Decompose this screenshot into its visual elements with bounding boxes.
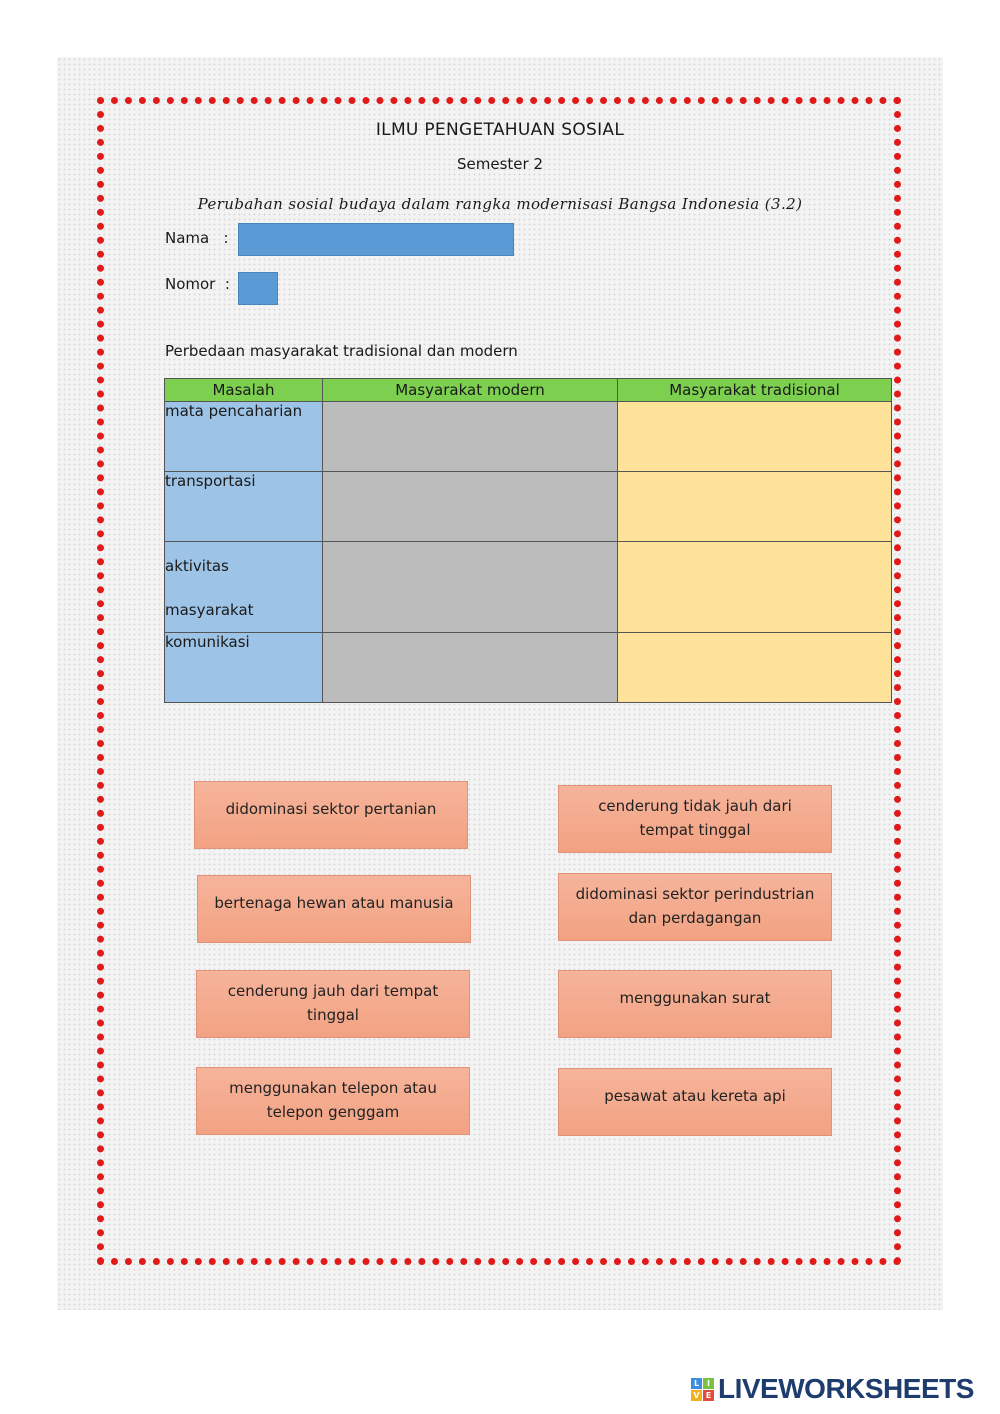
table-row [165, 542, 892, 633]
draggable-answer-card[interactable]: cenderung tidak jauh dari tempat tinggal [558, 785, 832, 853]
number-label: Nomor : [165, 275, 230, 293]
table-row [165, 472, 892, 542]
name-input[interactable] [238, 223, 514, 256]
table-header-row [165, 379, 892, 402]
draggable-answer-card[interactable]: menggunakan surat [558, 970, 832, 1038]
modern-drop-zone[interactable] [323, 402, 618, 472]
traditional-drop-zone[interactable] [618, 542, 892, 633]
draggable-answer-card[interactable]: didominasi sektor perindustrian dan perdagangan [558, 873, 832, 941]
modern-drop-zone[interactable] [323, 542, 618, 633]
name-label: Nama : [165, 229, 229, 247]
liveworksheets-icon: L I V E [691, 1378, 714, 1401]
modern-drop-zone[interactable] [323, 472, 618, 542]
draggable-answer-card[interactable]: didominasi sektor pertanian [194, 781, 468, 849]
worksheet-topic: Perubahan sosial budaya dalam rangka modernisasi Bangsa Indonesia (3.2) [197, 195, 803, 213]
issue-cell: aktivitas masyarakat [165, 542, 323, 633]
header-traditional: Masyarakat tradisional [618, 379, 892, 402]
modern-drop-zone[interactable] [323, 633, 618, 703]
traditional-drop-zone[interactable] [618, 402, 892, 472]
draggable-answer-card[interactable]: bertenaga hewan atau manusia [197, 875, 471, 943]
traditional-drop-zone[interactable] [618, 633, 892, 703]
header-issue: Masalah [165, 379, 323, 402]
issue-cell: mata pencaharian [165, 402, 323, 472]
draggable-answer-card[interactable]: menggunakan telepon atau telepon genggam [196, 1067, 470, 1135]
table-row [165, 402, 892, 472]
header-modern: Masyarakat modern [323, 379, 618, 402]
table-row [165, 633, 892, 703]
table-caption: Perbedaan masyarakat tradisional dan modern [165, 342, 518, 360]
liveworksheets-logo [691, 1374, 974, 1404]
liveworksheets-wordmark: LIVEWORKSHEETS [718, 1373, 974, 1404]
draggable-answer-card[interactable]: pesawat atau kereta api [558, 1068, 832, 1136]
comparison-table [164, 378, 892, 703]
worksheet-semester: Semester 2 [457, 155, 543, 173]
traditional-drop-zone[interactable] [618, 472, 892, 542]
issue-cell: transportasi [165, 472, 323, 542]
issue-cell: komunikasi [165, 633, 323, 703]
worksheet-title: ILMU PENGETAHUAN SOSIAL [375, 120, 625, 140]
number-input[interactable] [238, 272, 278, 305]
draggable-answer-card[interactable]: cenderung jauh dari tempat tinggal [196, 970, 470, 1038]
